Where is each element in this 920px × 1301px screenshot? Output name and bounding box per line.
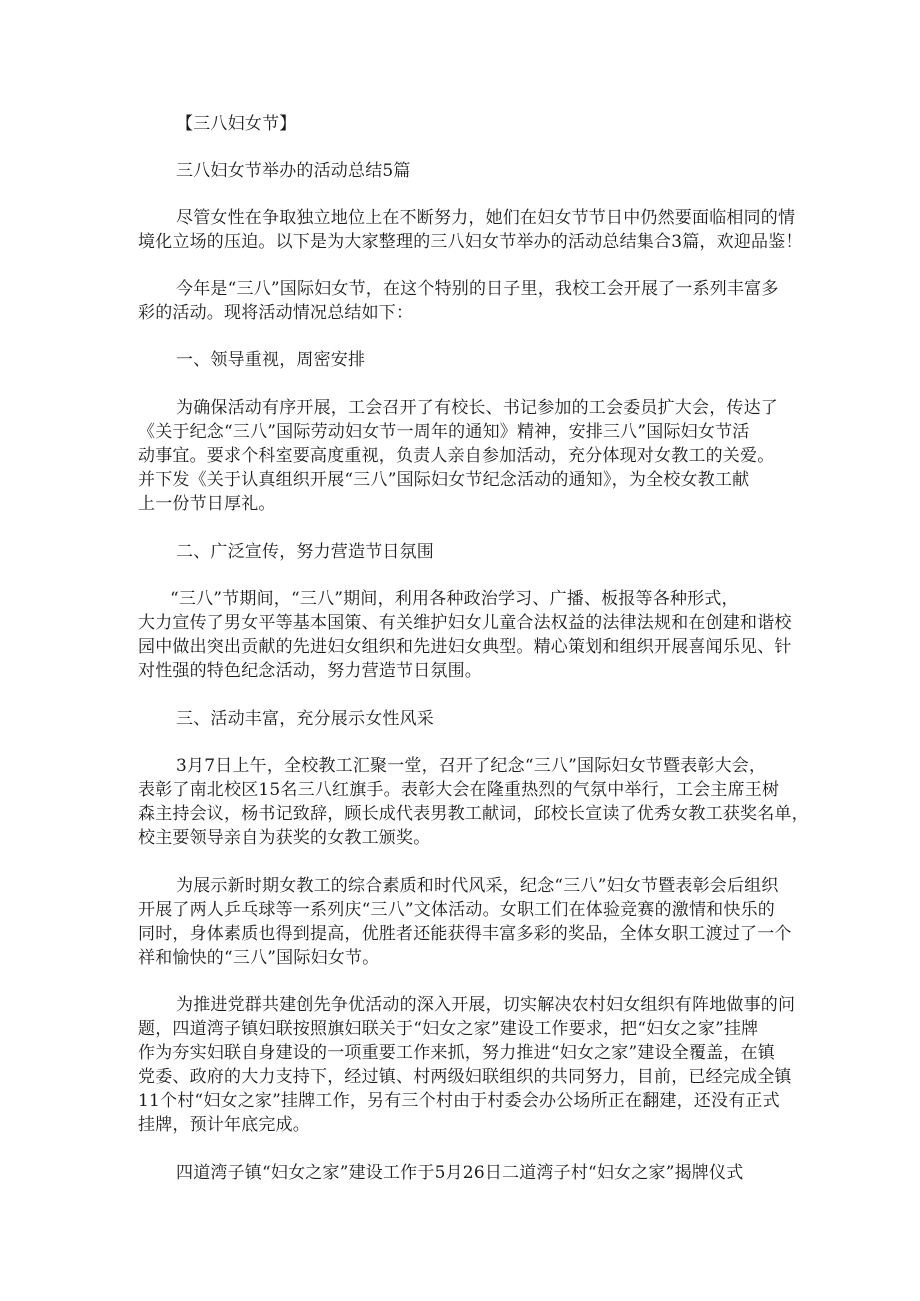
paragraph-line: 校主要领导亲自为获奖的女教工颁奖。	[138, 828, 431, 848]
paragraph-line: 森主持会议，杨书记致辞，顾长成代表男教工献词，邱校长宣读了优秀女教工获奖名单，	[138, 804, 809, 824]
paragraph-line: 园中做出突出贡献的先进妇女组织和先进妇女典型。精心策划和组织开展喜闻乐见、针	[138, 637, 792, 657]
paragraph-line: “三八”节期间，“三八”期间，利用各种政治学习、广播、板报等各种形式，	[170, 589, 739, 609]
section-heading-3: 三、活动丰富，充分展示女性风采	[176, 709, 434, 729]
paragraph-line: 挂牌，预计年底完成。	[138, 1115, 310, 1135]
paragraph-line: 尽管女性在争取独立地位上在不断努力，她们在妇女节节日中仍然要面临相同的情	[176, 208, 796, 228]
document-subtitle: 三八妇女节举办的活动总结5篇	[176, 161, 411, 181]
paragraph-line: 今年是“三八”国际妇女节，在这个特别的日子里，我校工会开展了一系列丰富多	[176, 279, 779, 299]
paragraph-line: 3月7日上午，全校教工汇聚一堂，召开了纪念“三八”国际妇女节暨表彰大会，	[176, 756, 767, 776]
paragraph-line: 党委、政府的大力支持下，经过镇、村两级妇联组织的共同努力，目前，已经完成全镇	[138, 1067, 792, 1087]
paragraph-line: 为展示新时期女教工的综合素质和时代风采，纪念“三八”妇女节暨表彰会后组织	[176, 876, 779, 896]
section-heading-1: 一、领导重视，周密安排	[176, 350, 366, 370]
paragraph-line: 彩的活动。现将活动情况总结如下：	[138, 303, 414, 323]
paragraph-line: 为确保活动有序开展，工会召开了有校长、书记参加的工会委员扩大会，传达了	[176, 398, 778, 418]
paragraph-line: 《关于纪念“三八”国际劳动妇女节一周年的通知》精神，安排三八”国际妇女节活	[138, 422, 750, 442]
document-title: 【三八妇女节】	[176, 114, 297, 134]
paragraph-line: 大力宣传了男女平等基本国策、有关维护妇女儿童合法权益的法律法规和在创建和谐校	[138, 613, 792, 633]
paragraph-line: 同时，身体素质也得到提高，优胜者还能获得丰富多彩的奖品，全体女职工渡过了一个	[138, 924, 792, 944]
paragraph-line: 11个村“妇女之家”挂牌工作，另有三个村由于村委会办公场所正在翻建，还没有正式	[138, 1091, 780, 1111]
paragraph-line: 为推进党群共建创先争优活动的深入开展，切实解决农村妇女组织有阵地做事的问	[176, 995, 796, 1015]
paragraph-line: 祥和愉快的“三八”国际妇女节。	[138, 948, 380, 968]
paragraph-line-final: 四道湾子镇“妇女之家”建设工作于5月26日二道湾子村“妇女之家”揭牌仪式	[176, 1163, 744, 1183]
paragraph-line: 表彰了南北校区15名三八红旗手。表彰大会在隆重热烈的气氛中举行，工会主席王树	[138, 780, 780, 800]
paragraph-line: 境化立场的压迫。以下是为大家整理的三八妇女节举办的活动总结集合3篇，欢迎品鉴！	[138, 232, 803, 252]
paragraph-line: 题，四道湾子镇妇联按照旗妇联关于“妇女之家”建设工作要求，把“妇女之家”挂牌	[138, 1019, 759, 1039]
paragraph-line: 对性强的特色纪念活动，努力营造节日氛围。	[138, 661, 482, 681]
paragraph-line: 动事宜。要求个科室要高度重视，负责人亲自参加活动，充分体现对女教工的关爱。	[138, 446, 775, 466]
paragraph-line: 并下发《关于认真组织开展“三八”国际妇女节纪念活动的通知》，为全校女教工献	[138, 470, 750, 490]
paragraph-line: 开展了两人乒乓球等一系列庆“三八”文体活动。女职工们在体验竞赛的激情和快乐的	[138, 900, 775, 920]
section-heading-2: 二、广泛宣传，努力营造节日氛围	[176, 542, 434, 562]
paragraph-line: 上一份节日厚礼。	[138, 494, 276, 514]
paragraph-line: 作为夯实妇联自身建设的一项重要工作来抓，努力推进“妇女之家”建设全覆盖，在镇	[138, 1043, 775, 1063]
